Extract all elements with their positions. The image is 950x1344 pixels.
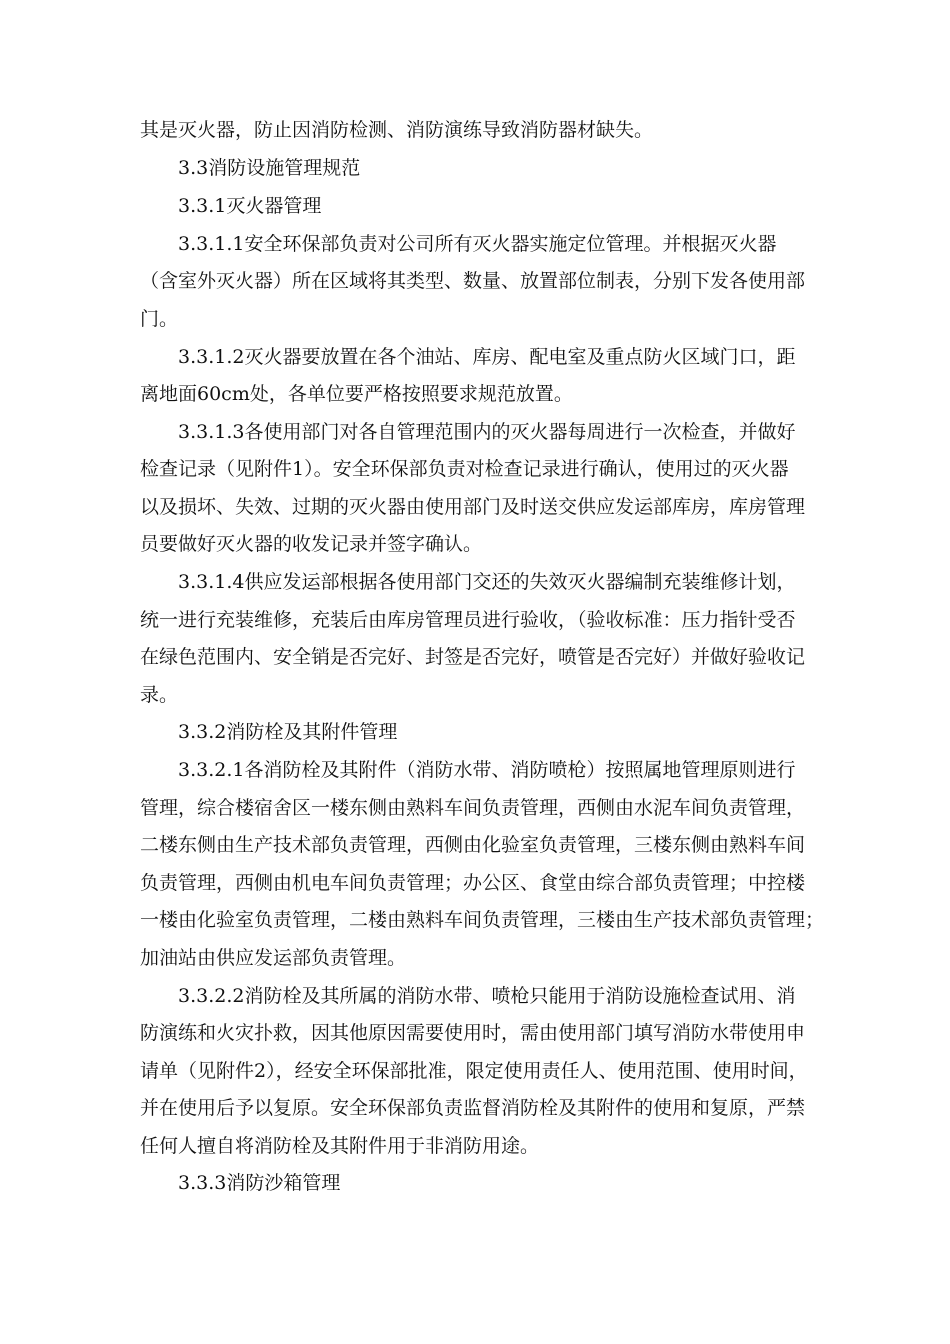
paragraph-line: 二楼东侧由生产技术部负责管理，西侧由化验室负责管理，三楼东侧由熟料车间 (140, 834, 806, 856)
paragraph-line: 离地面60cm处，各单位要严格按照要求规范放置。 (140, 383, 573, 405)
paragraph-line: 门。 (140, 308, 179, 330)
paragraph-line: 3.3.1.1安全环保部负责对公司所有灭火器实施定位管理。并根据灭火器 (178, 233, 777, 255)
section-heading-3-3-3: 3.3.3消防沙箱管理 (178, 1172, 341, 1194)
paragraph-line: 录。 (140, 684, 179, 706)
paragraph-line: 3.3.2.2消防栓及其所属的消防水带、喷枪只能用于消防设施检查试用、消 (178, 985, 796, 1007)
paragraph-line: 统一进行充装维修，充装后由库房管理员进行验收，（验收标准：压力指针受否 (140, 609, 796, 631)
paragraph-line: 3.3.1.4供应发运部根据各使用部门交还的失效灭火器编制充装维修计划， (178, 571, 796, 593)
paragraph-line: 检查记录（见附件1）。安全环保部负责对检查记录进行确认，使用过的灭火器 (140, 458, 789, 480)
paragraph-line: 管理，综合楼宿舍区一楼东侧由熟料车间负责管理，西侧由水泥车间负责管理， (140, 797, 806, 819)
paragraph-line: 防演练和火灾扑救，因其他原因需要使用时，需由使用部门填写消防水带使用申 (140, 1022, 806, 1044)
paragraph-line: 并在使用后予以复原。安全环保部负责监督消防栓及其附件的使用和复原，严禁 (140, 1097, 806, 1119)
paragraph-line: 一楼由化验室负责管理，二楼由熟料车间负责管理，三楼由生产技术部负责管理； (140, 909, 825, 931)
paragraph-line: 加油站由供应发运部负责管理。 (140, 947, 407, 969)
section-heading-3-3: 3.3消防设施管理规范 (178, 157, 361, 179)
paragraph-line: （含室外灭火器）所在区域将其类型、数量、放置部位制表，分别下发各使用部 (140, 270, 806, 292)
section-heading-3-3-2: 3.3.2消防栓及其附件管理 (178, 721, 398, 743)
paragraph-line: 请单（见附件2），经安全环保部批准，限定使用责任人、使用范围、使用时间， (140, 1060, 808, 1082)
paragraph-line: 在绿色范围内、安全销是否完好、封签是否完好，喷管是否完好）并做好验收记 (140, 646, 806, 668)
paragraph-line: 以及损坏、失效、过期的灭火器由使用部门及时送交供应发运部库房，库房管理 (140, 496, 806, 518)
paragraph-line: 员要做好灭火器的收发记录并签字确认。 (140, 533, 483, 555)
paragraph-line: 负责管理，西侧由机电车间负责管理；办公区、食堂由综合部负责管理；中控楼 (140, 872, 806, 894)
paragraph-line: 3.3.2.1各消防栓及其附件（消防水带、消防喷枪）按照属地管理原则进行 (178, 759, 796, 781)
paragraph-line: 其是灭火器，防止因消防检测、消防演练导致消防器材缺失。 (140, 119, 654, 141)
paragraph-line: 3.3.1.3各使用部门对各自管理范围内的灭火器每周进行一次检查，并做好 (178, 421, 796, 443)
section-heading-3-3-1: 3.3.1灭火器管理 (178, 195, 322, 217)
paragraph-line: 3.3.1.2灭火器要放置在各个油站、库房、配电室及重点防火区域门口，距 (178, 346, 796, 368)
paragraph-line: 任何人擅自将消防栓及其附件用于非消防用途。 (140, 1135, 540, 1157)
